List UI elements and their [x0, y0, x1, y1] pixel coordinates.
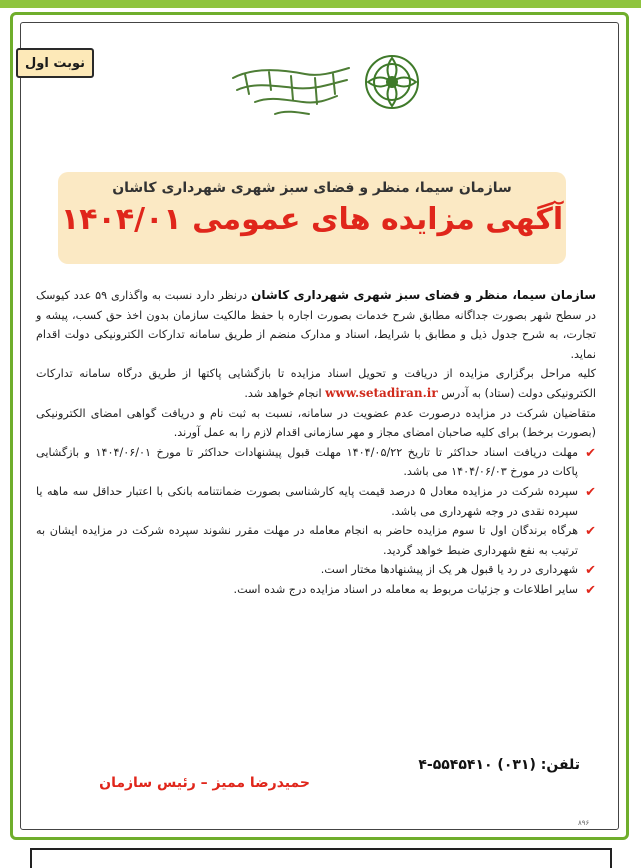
notice-code: ۸۹۶ [578, 819, 590, 827]
organization-calligraphy-logo [225, 60, 355, 122]
notice-header-box [58, 172, 566, 264]
signer-name: حمیدرضا ممیز – رئیس سازمان [99, 775, 310, 791]
check-icon: ✔ [585, 445, 596, 461]
procedure-paragraph [36, 364, 596, 403]
check-icon: ✔ [585, 563, 596, 579]
intro-paragraph [36, 286, 596, 364]
list-item: ✔ سپرده شرکت در مزایده معادل ۵ درصد قیمت پایه کارشناسی بصورت ضمانتنامه بانکی با اعتبار حداقل سه ماهه یا سپرده نقدی در وجه شهرداری می باشد. [36, 484, 596, 518]
intro-text: درنظر دارد نسبت به واگذاری ۵۹ عدد کیوسک در سطح شهر بصورت جداگانه مطابق شرح خدمات بصورت اجاره با حفظ مالکیت سازمان بدون اخذ حق کسب، پیشه و تجارت، به شرح جدول ذیل و مطابق با شرایط، اسناد و مدارک منضم از طریق سامانه تدارکات الکترونیکی دولت اقدام نماید. [36, 289, 596, 361]
check-icon: ✔ [585, 582, 596, 598]
organization-title: سازمان سیما، منظر و فضای سبز شهری شهرداری کاشان [112, 180, 512, 196]
check-icon: ✔ [585, 524, 596, 540]
list-item: ✔ شهرداری در رد یا قبول هر یک از پیشنهادها مختار است. [36, 560, 596, 580]
procedure-end: انجام خواهد شد. [244, 386, 322, 400]
municipality-emblem-icon [362, 52, 422, 112]
list-item: ✔ سایر اطلاعات و جزئیات مربوط به معامله در اسناد مزایده درج شده است. [36, 580, 596, 600]
website-link[interactable]: www.setadiran.ir [325, 385, 438, 400]
procedure-text: کلیه مراحل برگزاری مزایده از دریافت و تحویل اسناد مزایده تا بازگشایی پاکتها از طریق درگاه سامانه تدارکات الکترونیکی دولت (ستاد) به آدرس [36, 367, 596, 400]
publication-round-badge: نوبت اول [16, 48, 94, 78]
phone-line [320, 757, 580, 773]
notice-body [36, 286, 596, 600]
phone-label: تلفن: [540, 757, 580, 773]
phone-number: (۰۳۱) ۵۵۴۵۴۱۰-۴ [418, 757, 536, 773]
auction-title: آگهی مزایده های عمومی ۱۴۰۴/۰۱ [60, 202, 564, 237]
registration-paragraph: متقاضیان شرکت در مزایده درصورت عدم عضویت در سامانه، نسبت به ثبت نام و دریافت گواهی امضای الکترونیکی (بصورت برخط) برای کلیه صاحبان امضای مجاز و مهر سازمانی اقدام لازم را به عمل آورند. [36, 406, 596, 440]
list-item: ✔ هرگاه برندگان اول تا سوم مزایده حاضر به انجام معامله در مهلت مقرر نشوند سپرده شرکت در مزایده ایشان به ترتیب به نفع شهرداری ضبط خواهد گردید. [36, 524, 596, 557]
check-icon: ✔ [585, 484, 596, 500]
intro-organization: سازمان سیما، منظر و فضای سبز شهری شهرداری کاشان [251, 288, 597, 302]
list-item: ✔ مهلت دریافت اسناد حداکثر تا تاریخ ۱۴۰۴/۰۵/۲۲ مهلت قبول پیشنهادات حداکثر تا مورخ ۱۴۰۴/۰۶/۰۱ و بازگشایی پاکات در مورخ ۱۴۰۴/۰۶/۰۳ می باشد. [36, 445, 596, 479]
top-color-bar [0, 0, 641, 8]
next-notice-border [30, 848, 612, 868]
conditions-list [36, 443, 596, 600]
